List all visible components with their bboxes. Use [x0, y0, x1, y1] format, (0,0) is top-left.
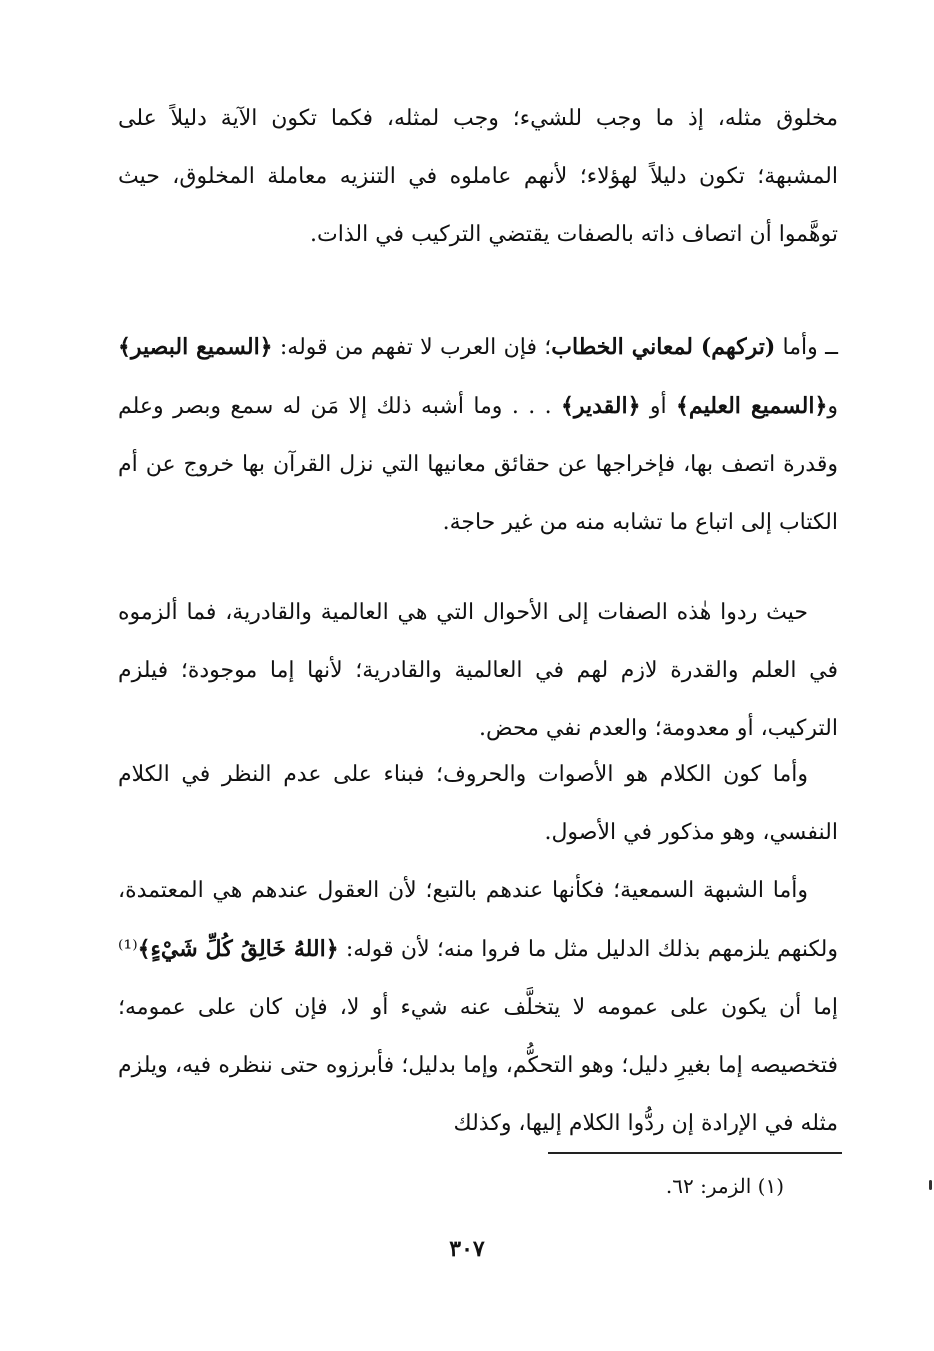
dash-lead: ــ وأما: [775, 335, 838, 360]
paragraph-4-text: وأما كون الكلام هو الأصوات والحروف؛ فبناء على عدم النظر في الكلام النفسي، وهو مذكور في الأصول.: [118, 762, 838, 845]
quran-quote-khaliq: ﴿اللهُ خَالِقُ كُلِّ شَيْءٍ﴾: [137, 936, 339, 962]
paragraph-5-text: [118, 862, 838, 1153]
section-heading-tarkuhum: (تركهم) لمعاني الخطاب: [551, 334, 776, 360]
paragraph-3: [118, 584, 838, 758]
text-run: و: [827, 394, 838, 419]
text-run: أو: [640, 394, 677, 419]
text-run: إما أن يكون على عمومه لا يتخلَّف عنه شيء أو لا، فإن كان على عمومه؛ فتخصيصه إما بغيرِ دليل؛ وهو التحكُّم، وإما بدليل؛ فأبرزوه حتى ننظره فيه، ويلزم مثله في الإرادة إن ردُّوا الكلام إليها، وكذلك: [118, 995, 838, 1136]
paragraph-3-text: حيث ردوا هٰذه الصفات إلى الأحوال التي هي العالمية والقادرية، فما ألزموه في العلم والقدرة لازم لهم في العالمية والقادرية؛ لأنها إما موجودة؛ فيلزم التركيب، أو معدومة؛ والعدم نفي محض.: [118, 600, 838, 741]
paragraph-1: [118, 90, 838, 264]
text-run: ؛ فإن العرب لا تفهم من قوله:: [272, 335, 552, 360]
footnote: (١) الزمر: ٦٢.: [665, 1174, 784, 1198]
quran-quote-sami-alim: ﴿السميع العليم﴾: [676, 393, 828, 419]
footnote-marker: ⁽¹⁾: [118, 937, 138, 962]
paragraph-1-text: مخلوق مثله، إذ ما وجب للشيء؛ وجب لمثله، فكما تكون الآية دليلاً على المشبهة؛ تكون دليلاً لهؤلاء؛ لأنهم عاملوه في التنزيه معاملة المخلوق، حيث توهَّموا أن اتصاف ذاته بالصفات يقتضي التركيب في الذات.: [118, 106, 838, 247]
text-run: وأما الشبهة السمعية؛ فكأنها عندهم بالتبع؛ لأن العقول عندهم هي المعتمدة، ولكنهم يلزمهم بذلك الدليل مثل ما فروا منه؛ لأن قوله:: [118, 878, 838, 962]
text-run: . . . وما أشبه ذلك إلا مَن له سمع وبصر وعلم وقدرة اتصف بها، فإخراجها عن حقائق معانيها التي نزل القرآن بها خروج عن أم الكتاب إلى اتباع ما تشابه منه من غير حاجة.: [118, 394, 838, 535]
paragraph-4: [118, 746, 838, 862]
quran-quote-qadir: ﴿القدير﴾: [560, 393, 641, 419]
quran-quote-sami-basir: ﴿السميع البصير﴾: [118, 334, 273, 360]
paragraph-2-text: [118, 318, 838, 552]
page-number: ٣٠٧: [449, 1236, 485, 1262]
paragraph-2: [118, 318, 838, 552]
scan-speck: [929, 1180, 932, 1190]
paragraph-5: [118, 862, 838, 1153]
footnote-separator: [548, 1152, 842, 1154]
